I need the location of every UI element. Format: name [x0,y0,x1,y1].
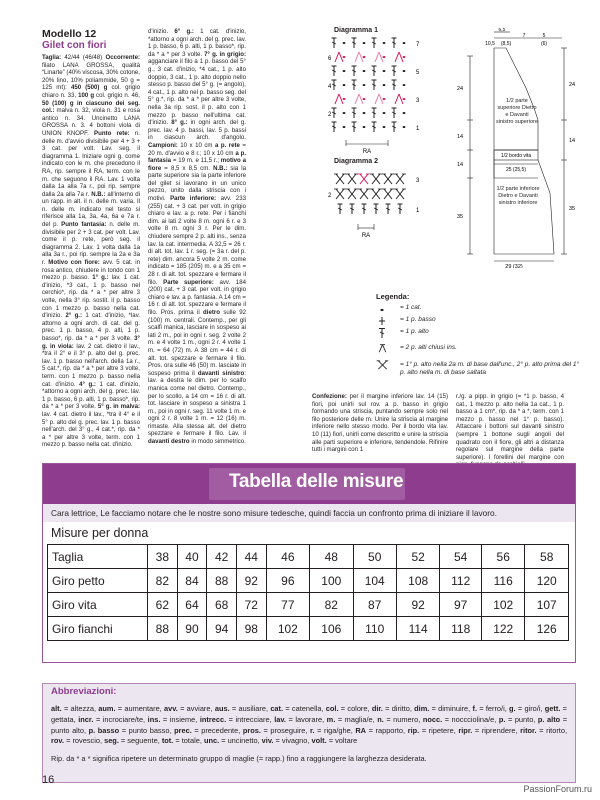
size-cell: 106 [310,617,353,641]
chain-symbol [363,98,366,100]
size-table-row [48,593,569,617]
size-cell: 46 [266,545,309,569]
dc2tog-symbol [335,94,343,104]
width-shoulder-alt: (8,5) [500,41,512,47]
row-number: 5 [416,70,420,76]
size-cell: 72 [236,593,266,617]
diagram-1-title: Diagramma 1 [334,27,378,34]
size-cell: 116 [481,569,524,593]
label-waistband: 1/2 bordo vita [500,153,532,159]
size-cell: 100 [310,569,353,593]
size-cell: 94 [207,617,237,641]
chain-symbol [383,126,386,128]
dc-symbol [392,80,397,90]
size-cell: 62 [148,593,178,617]
crossed-dc-symbol [358,189,370,199]
dc2tog-symbol [355,94,363,104]
row-number: 1 [416,126,420,132]
chain-symbol-icon [374,305,396,315]
size-cell: 50 [353,545,396,569]
chain-symbol [363,42,366,44]
chain-symbol [403,112,406,114]
chain-symbol [363,56,366,58]
size-cell: 64 [177,593,207,617]
height-mid-right: 14 [568,138,576,144]
size-cell: 92 [236,569,266,593]
dc-symbol [332,66,337,76]
size-cell: 114 [396,617,439,641]
dc-symbol [372,108,377,118]
dc2tog-symbol [395,94,403,104]
legend-crossed-dc: = 1° p. alto nella 2a m. di base dall'unc., 2° p. alto prima del 1° p. alto nella m. di base saltata [400,361,580,376]
instructions-text-1: Taglia: 42/44 (46/48) Occorrente: filato LANA GROSSA, qualità “Linarte” (40% viscosa, 30% cotone, 20% lino, 10% poliammide, 50 g = 125 mt): 450 (500) g col. grigio chiaro n. 33, 100 g col. grigio n. 46, 50 (100) g in ciascuno dei seg. col.: malva n. 32, viola n. 31 e rosa antico n. 34. Uncinetto LANA GROSSA n. 3. 4 bottoni viola di UNION KNOPF. Punto rete: n. delle m. d'avvio divisibile per 4 + 3 + 3 cat. per volt. Lav. seg. il diagramma 1. Iniziare ogni g. come indicato con le m. che precedono il RA, rip. sempre il RA, term. con le m. che seguono il RA. Lav. 1 volta dalla 1a alla 7a r., poi rip. sempre dalla 2a alla 7a r. N.B.: all'interno di un rapp. in alt. il n. delle m. varia. Il n. delle m. indicato nel testo si riferisce alla 1a, 3a, 4a, 6a e 7a r. del p. Punto fantasia: n. delle m. divisibile per 2 + 3 cat. per volt. Lav. come il p. rete, però seg. il diagramma 2. Lav. 1 volta dalla 1a alla 3a r., poi rip. sempre la 2a e 3a r. Motivo con fiore: avv. 5 cat. in rosa antico, chiudere in tondo con 1 mezzo p. basso. 1° g.: lav. 1 cat. d'inizio, *3 cat., 1 p. basso nel cerchio*, rip. da * a * per altre 3 volte, nella 3° rip. sostit. il p. basso con 1 mezzo p. basso nella cat. d'inizio. 2° g.: 1 cat. d'inizio, *lav. attorno a ogni arch. di cat. del g. prec. 1 p. basso, 4 p. alti, 1 p. basso*, rip. da * a * per 3 volte. 3° g. in viola: lav. 2 cat. dietro il lav., *tra il 2° e il 3° p. alto del g. prec. lav. 1 p. basso nell'arch. della 1a r., 5 cat.*, rip. da * a * per altre 3 volte, term. con 1 mezzo p. basso nella cat. d'inizio. 4° g.: 1 cat. d'inizio, *attorno a ogni arch. del g. prec. lav. 1 p. basso, 6 p. alti, 1 p. basso*, rip. da * a * per 3 volte. 5° g. in malva: lav. 4 cat. dietro il lav., *tra il 4° e il 5° p. alto del g. prec. lav. 1 p. basso nell'arch. del 3° g., 4 cat.*, rip. da * a * per altre 3 volte, term. con 1 mezzo p. basso nella cat. d'inizio. [42,54,140,449]
size-cell: 122 [481,617,524,641]
size-cell: 126 [525,617,569,641]
size-cell: 54 [440,545,482,569]
dc-symbol [398,204,403,214]
diagram-1 [326,36,422,156]
dc-symbol [372,66,377,76]
legend-chain: = 1 cat. [400,304,422,311]
size-cell: 104 [353,569,396,593]
size-cell: 110 [353,617,396,641]
size-table-subtitle: Misure per donna [51,526,149,540]
size-cell: 97 [440,593,482,617]
size-cell: 102 [266,617,309,641]
label-lower-part: 1/2 parte inferiore Dietro e Davanti sinistro inferiore [496,186,540,206]
size-cell: 87 [353,593,396,617]
size-cell: 40 [177,545,207,569]
width-armhole-2: 5 [542,33,546,39]
dc-symbol [392,108,397,118]
row-number: 1 [416,208,420,214]
dc-symbol [386,204,391,214]
size-cell: 96 [266,569,309,593]
dc-symbol [362,204,367,214]
size-cell: 118 [440,617,482,641]
crossed-dc-symbol [370,189,382,199]
ra-label-2: RA [361,233,371,239]
crossed-dc-icon [374,360,396,370]
size-cell: 38 [148,545,178,569]
chain-symbol [383,56,386,58]
crossed-dc-symbol [346,174,358,184]
dc2tog-symbol [395,52,403,62]
chain-symbol [383,42,386,44]
size-cell: 68 [207,593,237,617]
size-row-label: Giro petto [48,569,148,593]
height-waist-left: 14 [456,162,464,168]
chain-symbol [403,126,406,128]
chain-symbol [403,70,406,72]
chain-symbol [383,84,386,86]
size-table-row [48,569,569,593]
width-shoulder: 10,5 [485,41,495,47]
width-armhole: 7 [522,33,526,39]
chain-symbol [343,98,346,100]
size-cell: 58 [525,545,569,569]
abbreviations-text: alt. = altezza, aum. = aumentare, avv. = avviare, aus. = ausiliare, cat. = catenella, col. = colore, dir. = diritto, dim. = diminuire, f. = ferro/i, g. = giro/i, gett. = gettata, incr. = incrociare/te, ins. = insieme, intrecc. = intrecciare, lav. = lavorare, m. = maglia/e, n. = numero, nocc. = noccciolina/e, p. = punto, p. alto = punto alto, p. basso = punto basso, prec. = precedente, pros. = proseguire, r. = riga/ghe, RA = rapporto, rip. = ripetere, ripr. = riprendere, ritor. = ritorto, rov. = rovescio, seg. = seguente, tot. = totale, unc. = uncinetto, viv. = vivagno, volt. = voltare [51,704,568,746]
size-cell: 98 [236,617,266,641]
width-armhole-2-alt: (6) [540,41,548,47]
size-cell: 88 [148,617,178,641]
chain-symbol [403,56,406,58]
diagram-1-grid [332,38,406,132]
size-table-row [48,545,569,569]
height-lower-right: 35 [568,206,576,212]
crossed-dc-symbol [334,189,346,199]
confezione-text: Confezione: per il margine inferiore lav. 14 (15) fiori, poi unirli sul rov. a p. basso in grigio formando una striscia, puntando sempre solo nel filo posteriore delle m. Unire la striscia al margine inferiore nello stesso modo. Per il bordo vita lav. 10 (11) fiori, unirli come descritto e unire la striscia alle parti superiore e inferiore, tendendole. Rifinire tutti i margini con 1 [312,393,448,454]
row-number: 7 [416,42,420,48]
crossed-dc-symbol [370,174,382,184]
size-cell: 56 [481,545,524,569]
size-cell: 82 [310,593,353,617]
size-cell: 84 [177,569,207,593]
size-row-label: Giro vita [48,593,148,617]
diagram-2-title: Diagramma 2 [334,158,378,165]
legend-title: Legenda: [376,292,410,301]
size-table-box [42,463,576,663]
legend-dc2tog: = 2 p. alti chiusi ins. [400,344,457,351]
size-table-note: Cara lettrice, Le facciamo notare che le nostre sono misure tedesche, quindi faccia un confronto prima di iniziare il lavoro. [43,504,575,522]
height-upper-right: 24 [568,82,576,88]
page-number: 16 [42,774,55,786]
size-cell: 42 [207,545,237,569]
size-cell: 92 [396,593,439,617]
chain-symbol [363,112,366,114]
chain-symbol [343,56,346,58]
chain-symbol [363,84,366,86]
dc-symbol [372,122,377,132]
size-cell: 48 [310,545,353,569]
width-waist: 25 (25,5) [505,167,527,173]
size-cell: 88 [207,569,237,593]
dc-symbol [392,66,397,76]
chain-symbol [343,42,346,44]
chain-symbol [403,42,406,44]
chain-symbol [403,98,406,100]
dc2tog-icon [374,343,396,353]
watermark: PassionForum.ru [523,784,592,794]
dc-symbol [332,80,337,90]
chain-symbol [403,84,406,86]
crossed-dc-symbol [394,189,406,199]
chain-symbol [383,98,386,100]
chain-symbol [363,70,366,72]
dc-symbol [372,38,377,48]
size-cell: 44 [236,545,266,569]
size-cell: 52 [396,545,439,569]
chain-symbol [343,84,346,86]
dc2tog-symbol [335,52,343,62]
row-number: 2 [328,112,332,118]
model-title: Modello 12 [42,28,97,40]
instructions-text-2: d'inizio. 6° g.: 1 cat. d'inizio, *attorno a ogni arch. del g. prec. lav. 1 p. basso, 6 p. alti, 1 p. basso*, rip. da * a * per 3 volte. 7° g. in grigio: agganciare il filo a 1 p. basso del 5° g., 3 cat. d'inizio, *4 cat., 1 p. alto doppio, 3 cat., 1 p. alto doppio nello stesso p. basso del 5° g. (= angolo), 4 cat., 1 p. alto nel p. basso seg. del 5° g.*, rip. da * a * per altre 3 volte, nella 3a rip. sost. il p. alto con 1 mezzo p. basso nell'ultima cat. d'inizio. 8° g.: in ogni arch. del g. prec. lav. 4 p. bassi, lav. 5 p. bassi in ciascun arch. d'angolo. Campioni: 10 x 10 cm a p. rete = 20 m. d'avvio e 8 r.; 10 x 10 cm a p. fantasia = 19 m. e 11,5 r.; motivo a fiore = 8,5 x 8,5 cm. N.B.: sia la parte superiore sia la parte inferiore del gilet si lavorano in un unico pezzo, unito dalla striscia con i motivi. Parte inferiore: avv. 233 (255) cat. + 3 cat. per volt. in grigio chiaro e lav. a p. rete. Per i fianchi dim. ai lati 2 volte 8 m. ogni 6 r. e 3 volte 8 m. ogni 3 r. Per le dim. chiudere sempre 2 p. alti ins., senza lav. la cat. intermedia. A 32,5 = 26 r. di alt. tot. lav. 1 r. seg. (= 3a r. del p. rete) dim. ancora 5 volte 2 m. come indicato = 185 (205) m. e a 35 cm = 28 r. di alt. tot. spezzare e fermare il filo. Parte superiore: avv. 184 (200) cat. + 3 cat. per volt. in grigio chiaro e lav. a p. fantasia. A 14 cm = 16 r. di alt. tot. spezzare e fermare il filo. Pros. prima il dietro sulle 92 (100) m. centrali. Contemp., per gli scalfi manica, lasciare in sospeso ai lati 2 m., poi in ogni r. seg. 2 volte 2 m. e 4 volte 1 m., ogni 2 r. 4 volte 1 m. = 64 (72) m. A 38 cm = 44 r. di alt. tot. spezzare e fermare il filo. Pros. ora sulle 46 (50) m. lasciate in sospeso prima il davanti sinistro: lav. a destra le dim. per lo scalfo manica come nel dietro. Contemp., per lo scollo, a 14 cm = 16 r. di alt. tot. lasciare in sospeso a sinistra 1 m., poi in ogni r. seg. 11 volte 1 m. e ogni 2 r. 8 volte 1 m. = 12 (16) m. rimaste. Alla stessa alt. del dietro spezzare e fermare il filo. Lav. il davanti destro in modo simmetrico. [148,28,247,446]
dc-symbol [352,122,357,132]
dc-symbol [332,122,337,132]
size-table [47,544,569,641]
size-cell: 112 [440,569,482,593]
size-cell: 120 [525,569,569,593]
chain-symbol [383,112,386,114]
dc-symbol [352,38,357,48]
size-cell: 107 [525,593,569,617]
chain-symbol [343,126,346,128]
instructions-column-1 [42,28,140,449]
width-neck: 6,5 [498,28,506,33]
dc-symbol [372,80,377,90]
dc-symbol [392,122,397,132]
dc-symbol [332,108,337,118]
crossed-dc-symbol [334,174,346,184]
dc-symbol [352,66,357,76]
row-number: 4 [328,84,332,90]
height-upper-left: 24 [456,86,464,92]
dc-symbol [332,38,337,48]
ra-label: RA [362,149,372,155]
crossed-dc-symbol [346,189,358,199]
size-row-label: Giro fianchi [48,617,148,641]
abbreviations-title: Abbreviazioni: [51,686,117,697]
row-number: 2 [328,193,332,199]
size-table-header [43,464,575,504]
chain-symbol [343,70,346,72]
instructions-column-2 [148,28,246,446]
chain-symbol [363,126,366,128]
size-cell: 102 [481,593,524,617]
single-crochet-icon [374,316,396,326]
label-upper-part: 1/2 parte superiore Dietro e Davanti sinistro superiore [496,98,538,125]
crossed-dc-symbol [358,174,370,184]
crossed-dc-symbol [382,174,394,184]
size-cell: 90 [177,617,207,641]
size-cell: 108 [396,569,439,593]
height-mid-left: 14 [456,134,464,140]
garment-schematic [450,28,580,268]
diagram-2-grid [334,174,406,214]
repeat-note: Rip. da * a * significa ripetere un determinato gruppo di maglie (= rapp.) fino a raggiungere la larghezza desiderata. [51,754,427,764]
crossed-dc-symbol [394,174,406,184]
dc-symbol [352,108,357,118]
dc-symbol [350,204,355,214]
row-number: 6 [328,56,332,62]
abbreviations-box [42,683,576,783]
dc-symbol [392,38,397,48]
size-cell: 82 [148,569,178,593]
double-crochet-icon [374,328,396,338]
legend-double-crochet: = 1 p. alto [400,328,429,335]
dc-symbol [338,204,343,214]
dc-symbol [374,204,379,214]
size-cell: 77 [266,593,309,617]
height-lower-left: 35 [456,214,464,220]
chain-symbol [343,112,346,114]
diagram-2 [326,168,422,240]
size-table-title: Tabella delle misure [229,471,404,492]
dc2tog-symbol [375,52,383,62]
chain-symbol [383,70,386,72]
size-row-label: Taglia [48,545,148,569]
model-subtitle: Gilet con fiori [42,40,107,51]
dc-symbol [352,80,357,90]
confezione-text-2: r./g. a pipp. in grigio (= *1 p. basso, 4 cat., 1 mezzo p. alto nella 1a cat., 1 p. basso a 1 cm*, rip. da * a *, term. con 1 mezzo p. basso nel 1° p. basso). Attaccare i bottoni sul davanti sinistro (sempre 1 bottone sugli angoli del quadrato con il fiore, gli altri a distanza regolare sul margine della parte superiore). I forellini del margine con [456,393,564,461]
legend-single-crochet: = 1 p. basso [400,316,436,323]
dc2tog-symbol [375,94,383,104]
crossed-dc-symbol [382,189,394,199]
row-number: 3 [416,178,420,184]
size-table-row [48,617,569,641]
dc2tog-symbol [355,52,363,62]
width-bottom: 29 (32) [505,264,523,268]
row-number: 3 [416,98,420,104]
